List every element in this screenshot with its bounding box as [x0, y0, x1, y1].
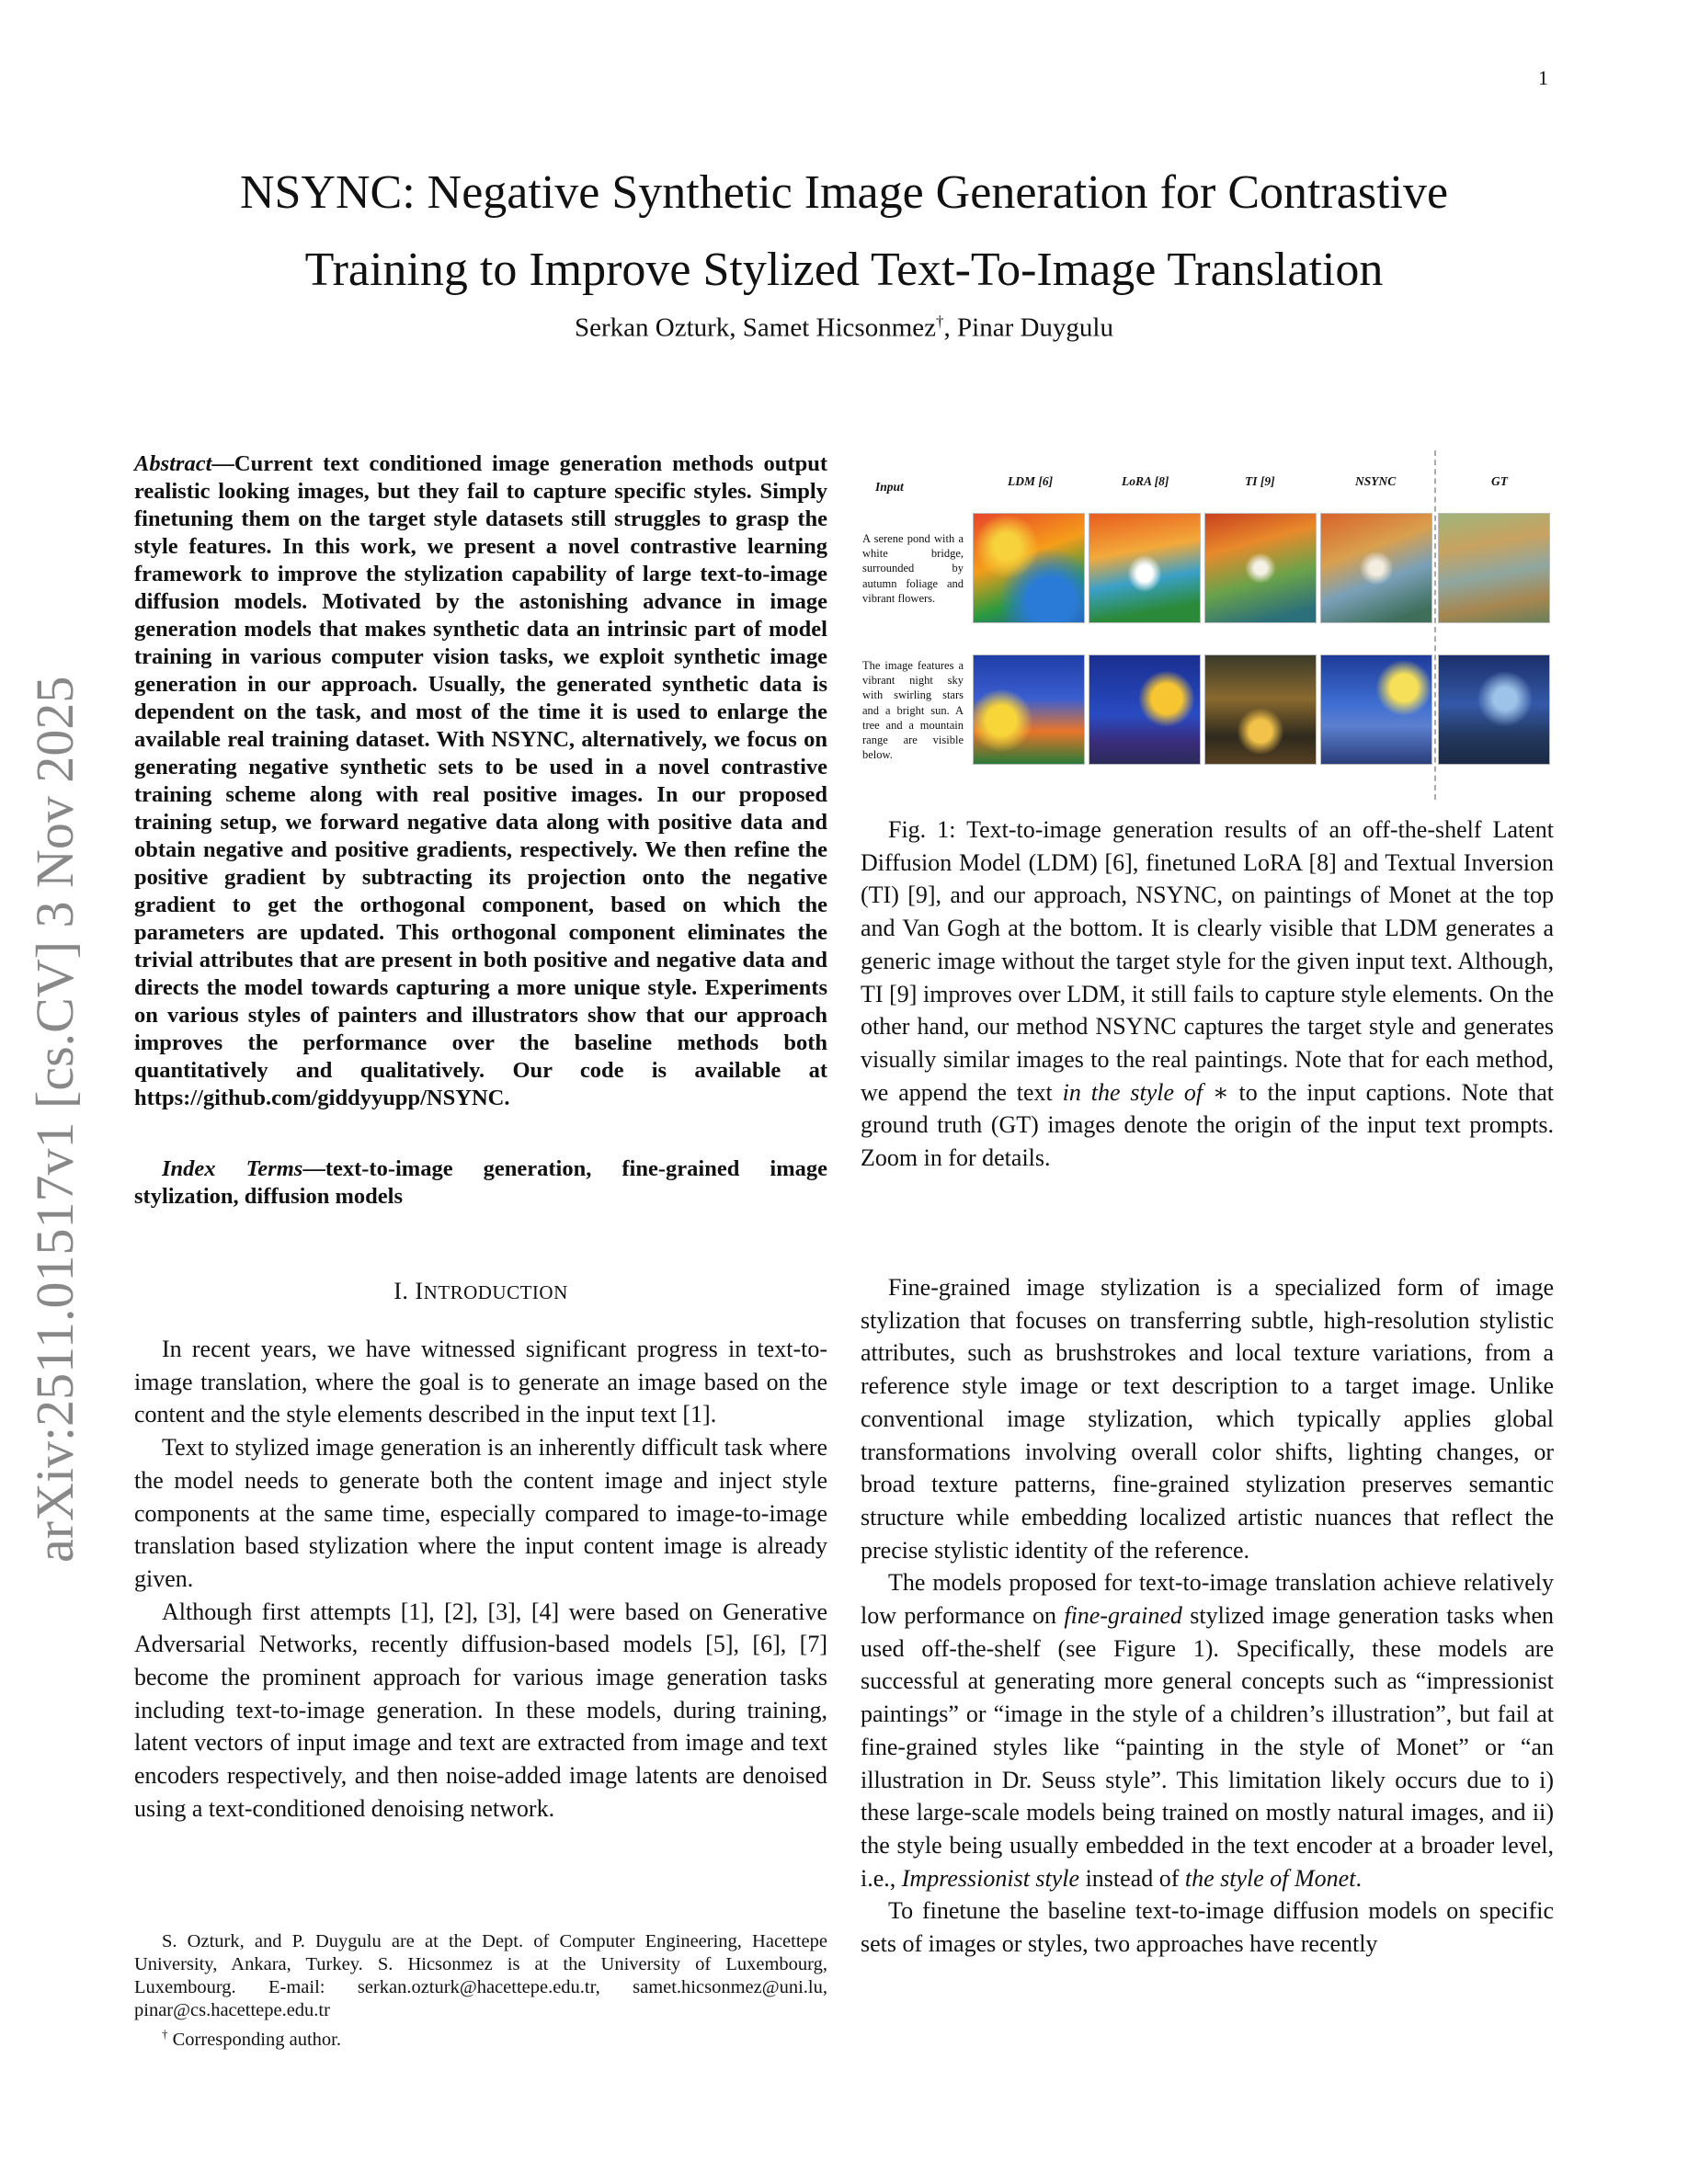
section-first-letter: I: [415, 1278, 424, 1304]
row2-lora-image: [1089, 654, 1201, 765]
figure-caption: [861, 813, 1554, 1175]
row1-gt-image: [1438, 513, 1550, 623]
header-ti: TI [9]: [1245, 474, 1275, 488]
row1-ti-image: [1204, 513, 1317, 623]
row2-nsync-image: [1320, 654, 1432, 765]
footnote-affiliations: S. Ozturk, and P. Duygulu are at the Dept. of Computer Engineering, Hacettepe University, Ankara, Turkey. S. Hicsonmez is at the University of Luxembourg, Luxembourg. E-mail: serkan.ozturk@hacettepe.edu.tr, samet.hicsonmez@uni.lu, pinar@cs.hacettepe.edu.tr: [134, 1931, 827, 2020]
footnote: [134, 1930, 827, 2052]
figure-1: [861, 450, 1554, 800]
abstract: [134, 450, 827, 1112]
section-rest: NTRODUCTION: [423, 1281, 568, 1303]
p2-italic-a: fine-grained: [1064, 1602, 1182, 1630]
arxiv-stamp: arXiv:2511.01517v1 [cs.CV] 3 Nov 2025: [25, 676, 85, 1563]
intro-paragraph-2: Text to stylized image generation is an inherently difficult task where the model needs to generate both the content image and inject style components at the same time, especially compared to image-to-image translation based stylization where the input content image is already given.: [134, 1434, 827, 1592]
footnote-mark: †: [162, 2027, 168, 2041]
right-paragraph-1: Fine-grained image stylization is a specialized form of image stylization that focuses on transferring subtle, high-resolution stylistic attributes, such as brushstrokes and local texture variations, from a reference style image or text description to a target image. Unlike conventional image stylization, which typically applies global transformations involving overall color shifts, lighting changes, or broad texture patterns, fine-grained stylization preserves semantic structure while embedding localized artistic nuances that reflect the precise stylistic identity of the reference.: [861, 1274, 1554, 1564]
right-column-body: [861, 1271, 1554, 1961]
index-terms: [134, 1155, 827, 1211]
caption-text-2: ∗ to the input captions. Note that ground truth (GT) images denote the origin of the input text prompts. Zoom in for details.: [861, 1078, 1555, 1172]
row2-caption: The image features a vibrant night sky with swirling stars and a bright sun. A tree and a mountain range are visible below.: [862, 659, 964, 762]
paper-title: [0, 154, 1688, 309]
p2-part-b: stylized image generation tasks when used off-the-shelf (see Figure 1). Specifically, these models are successful at generating more general concepts such as “impressionist paintings” or “image in the style of a children’s illustration”, but fail at fine-grained styles like “painting in the style of Monet” or “an illustration in Dr. Seuss style”. This limitation likely occurs due to i) these large-scale models being trained on mostly natural images, and ii) the style being usually embedded in the text encoder at a broader level, i.e.,: [861, 1602, 1554, 1892]
title-line-1: NSYNC: Negative Synthetic Image Generation for Contrastive: [239, 166, 1449, 219]
p2-part-a: The models proposed for text-to-image translation achieve relatively low performance on: [861, 1569, 1554, 1630]
row1-nsync-image: [1320, 513, 1432, 623]
section-heading: [134, 1278, 827, 1305]
section-numeral: I.: [393, 1278, 416, 1304]
header-ldm: LDM [6]: [1008, 474, 1054, 488]
header-nsync: NSYNC: [1355, 474, 1397, 488]
authors: [0, 313, 1688, 344]
caption-label: Fig. 1:: [888, 816, 967, 843]
introduction: [134, 1333, 827, 1826]
p2-part-d: .: [1355, 1864, 1362, 1892]
index-terms-text: —text-to-image generation, fine-grained image stylization, diffusion models: [134, 1156, 827, 1209]
row2-gt-image: [1438, 654, 1550, 765]
row1-lora-image: [1089, 513, 1201, 623]
intro-paragraph-3: Although first attempts [1], [2], [3], [4] were based on Generative Adversarial Networks, recently diffusion-based models [5], [6], [7] become the prominent approach for various image generation tasks including text-to-image generation. In these models, during training, latent vectors of input image and text are extracted from image and text encoders respectively, and then noise-added image latents are denoised using a text-conditioned denoising network.: [134, 1598, 827, 1822]
row2-ldm-image: [973, 654, 1085, 765]
p2-italic-b: Impressionist style: [901, 1864, 1080, 1892]
right-paragraph-3: To finetune the baseline text-to-image diffusion models on specific sets of images or styles, two approaches have recently: [861, 1897, 1554, 1958]
row2-ti-image: [1204, 654, 1317, 765]
right-paragraph-2: [861, 1566, 1554, 1894]
title-line-2: Training to Improve Stylized Text-To-Image Translation: [304, 244, 1384, 296]
header-input: Input: [875, 480, 904, 494]
page-number: 1: [1538, 66, 1548, 89]
abstract-text: —Current text conditioned image generation methods output realistic looking images, but they fail to capture specific styles. Simply finetuning them on the target style datasets still struggles to grasp the style features. In this work, we present a novel contrastive learning framework to improve the stylization capability of large text-to-image diffusion models. Motivated by the astonishing advance in image generation models that makes synthetic data an intrinsic part of model training in various computer vision tasks, we exploit synthetic image generation in our approach. Usually, the generated synthetic data is dependent on the task, and most of the time it is used to enlarge the available real training dataset. With NSYNC, alternatively, we focus on generating negative synthetic sets to be used in a novel contrastive training scheme along with real positive images. In our proposed training setup, we forward negative data along with positive data and obtain negative and positive gradients, respectively. We then refine the positive gradient by subtracting its projection onto the negative gradient to get the orthogonal component, based on which the parameters are updated. This orthogonal component eliminates the trivial attributes that are present in both positive and negative data and directs the model towards capturing a more unique style. Experiments on various styles of painters and illustrators show that our approach improves the performance over the baseline methods both quantitatively and qualitatively. Our code is available at https://github.com/giddyyupp/NSYNC.: [134, 451, 827, 1110]
header-gt: GT: [1491, 474, 1508, 488]
authors-first: Serkan Ozturk, Samet Hicsonmez: [575, 313, 937, 343]
caption-italic: in the style of: [1062, 1078, 1203, 1106]
index-terms-label: Index Terms: [162, 1156, 303, 1181]
authors-last: , Pinar Duygulu: [943, 313, 1113, 343]
p2-part-c: instead of: [1079, 1864, 1185, 1892]
gt-separator: [1434, 450, 1436, 800]
intro-paragraph-1: In recent years, we have witnessed significant progress in text-to-image translation, where the goal is to generate an image based on the content and the style elements described in the input text [1].: [134, 1336, 827, 1428]
caption-text-1: Text-to-image generation results of an off-the-shelf Latent Diffusion Model (LDM) [6], finetuned LoRA [8] and Textual Inversion (TI) [9], and our approach, NSYNC, on paintings of Monet at the top and Van Gogh at the bottom. It is clearly visible that LDM generates a generic image without the target style for the given input text. Although, TI [9] improves over LDM, it still fails to capture style elements. On the other hand, our method NSYNC captures the target style and generates visually similar images to the real paintings. Note that for each method, we append the text: [861, 816, 1554, 1106]
row1-ldm-image: [973, 513, 1085, 623]
abstract-label: Abstract: [134, 451, 212, 476]
footnote-corresponding: Corresponding author.: [167, 2029, 341, 2050]
header-lora: LoRA [8]: [1122, 474, 1169, 488]
p2-italic-c: the style of Monet: [1184, 1864, 1356, 1892]
corresponding-mark: †: [936, 313, 944, 330]
row1-caption: A serene pond with a white bridge, surrounded by autumn foliage and vibrant flowers.: [862, 532, 964, 605]
